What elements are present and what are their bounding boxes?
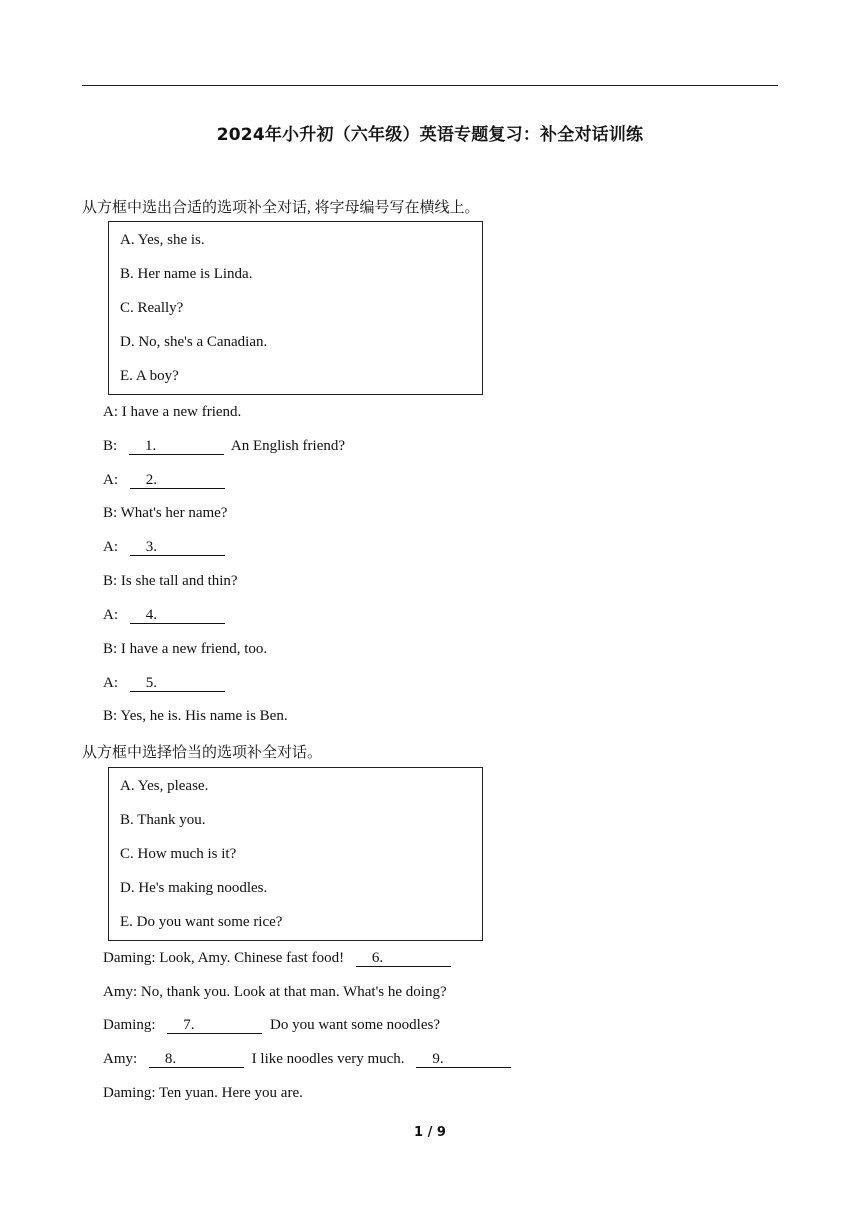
- speaker-label: A:: [103, 472, 118, 488]
- option-item: B. Thank you.: [120, 812, 206, 828]
- line-text: B: What's her name?: [103, 505, 228, 521]
- section2-instruction: 从方框中选择恰当的选项补全对话。: [82, 745, 323, 761]
- dialogue-line: [103, 675, 229, 692]
- dialogue-line: [103, 950, 455, 967]
- answer-blank-3[interactable]: 3.: [130, 539, 225, 556]
- option-item: A. Yes, she is.: [120, 232, 205, 248]
- line-text: A: I have a new friend.: [103, 404, 242, 420]
- dialogue-line: [103, 505, 227, 522]
- line-text: Daming: Ten yuan. Here you are.: [103, 1085, 303, 1101]
- answer-blank-9[interactable]: 9.: [416, 1051, 511, 1068]
- page-number: 1 / 9: [414, 1125, 446, 1140]
- dialogue-line: [103, 1085, 303, 1102]
- line-text: An English friend?: [230, 438, 346, 454]
- option-item: A. Yes, please.: [120, 778, 209, 794]
- speaker-label: A:: [103, 675, 118, 691]
- line-text: B: Is she tall and thin?: [103, 573, 238, 589]
- dialogue-line: [103, 1017, 440, 1034]
- answer-blank-8[interactable]: 8.: [149, 1051, 244, 1068]
- speaker-label: A:: [103, 607, 118, 623]
- dialogue-line: [103, 1051, 515, 1068]
- dialogue-line: [103, 984, 447, 1001]
- section2-options-box: [108, 767, 483, 941]
- dialogue-line: [103, 573, 238, 590]
- dialogue-line: [103, 708, 288, 725]
- answer-blank-1[interactable]: 1.: [129, 438, 224, 455]
- line-text: Daming: Look, Amy. Chinese fast food!: [103, 950, 345, 966]
- section1-options-box: [108, 221, 483, 395]
- option-item: B. Her name is Linda.: [120, 266, 253, 282]
- header-rule: [82, 85, 778, 86]
- dialogue-line: [103, 472, 229, 489]
- page-title: 2024年小升初（六年级）英语专题复习：补全对话训练: [216, 125, 644, 145]
- section1-instruction: 从方框中选出合适的选项补全对话, 将字母编号写在横线上。: [82, 200, 480, 216]
- speaker-label: A:: [103, 539, 118, 555]
- line-text: Do you want some noodles?: [270, 1017, 440, 1033]
- answer-blank-7[interactable]: 7.: [167, 1017, 262, 1034]
- option-item: C. How much is it?: [120, 846, 237, 862]
- speaker-label: Amy:: [103, 1051, 138, 1067]
- line-text: B: I have a new friend, too.: [103, 641, 268, 657]
- line-text: Amy: No, thank you. Look at that man. What's he doing?: [103, 984, 447, 1000]
- dialogue-line: [103, 404, 241, 421]
- answer-blank-6[interactable]: 6.: [356, 950, 451, 967]
- option-item: D. No, she's a Canadian.: [120, 334, 268, 350]
- option-item: C. Really?: [120, 300, 184, 316]
- answer-blank-4[interactable]: 4.: [130, 607, 225, 624]
- option-item: E. Do you want some rice?: [120, 914, 283, 930]
- dialogue-line: [103, 539, 229, 556]
- option-item: D. He's making noodles.: [120, 880, 268, 896]
- line-text: B: Yes, he is. His name is Ben.: [103, 708, 288, 724]
- answer-blank-2[interactable]: 2.: [130, 472, 225, 489]
- option-item: E. A boy?: [120, 368, 179, 384]
- speaker-label: Daming:: [103, 1017, 156, 1033]
- line-text: I like noodles very much.: [251, 1051, 405, 1067]
- dialogue-line: [103, 607, 229, 624]
- dialogue-line: [103, 641, 267, 658]
- speaker-label: B:: [103, 438, 118, 454]
- answer-blank-5[interactable]: 5.: [130, 675, 225, 692]
- dialogue-line: [103, 438, 345, 455]
